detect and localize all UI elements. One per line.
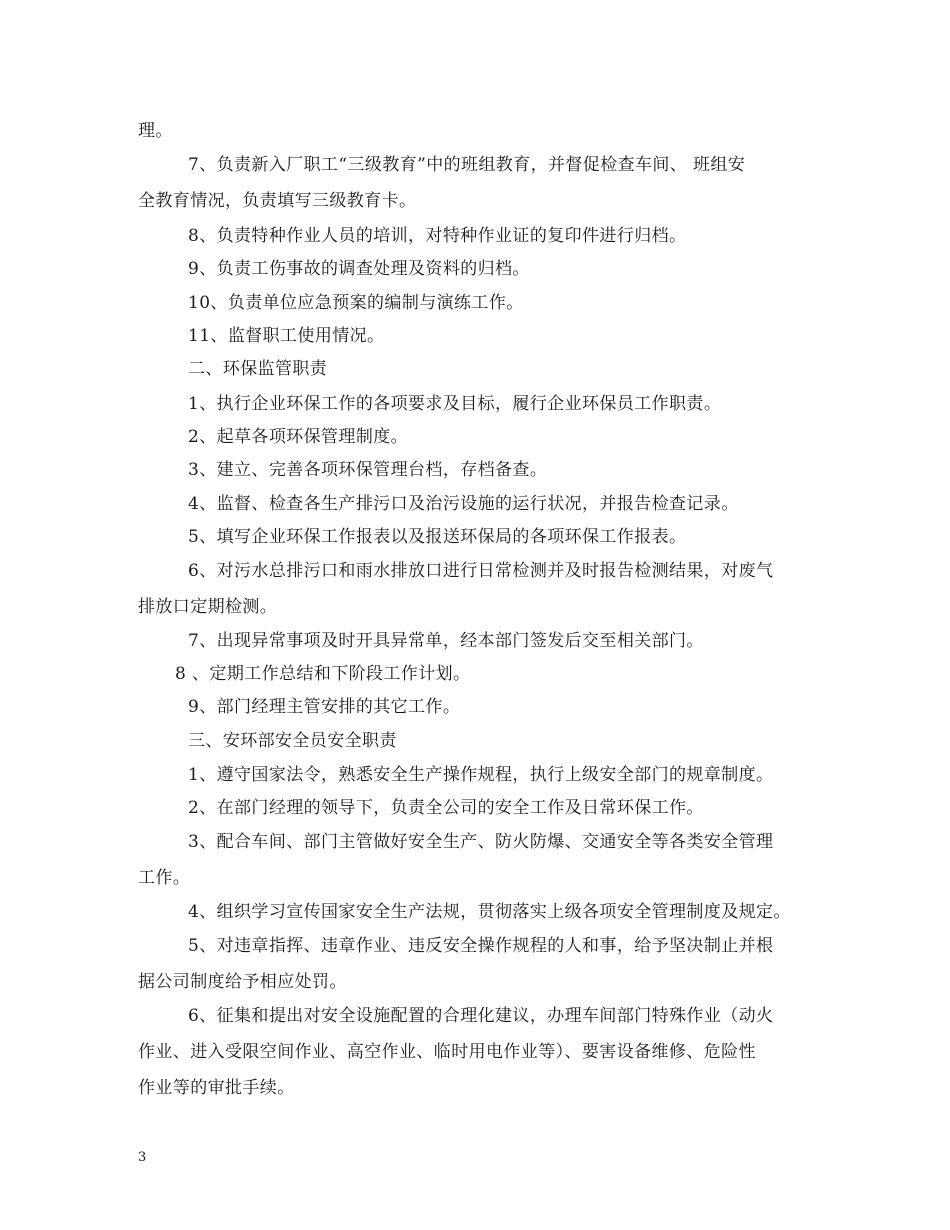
text-line: 排放口定期检测。: [138, 597, 278, 617]
text-line: 9、部门经理主管安排的其它工作。: [188, 697, 461, 717]
text-line: 8、负责特种作业人员的培训，对特种作业证的复印件进行归档。: [188, 226, 687, 246]
text-line: 8 、定期工作总结和下阶段工作计划。: [175, 664, 471, 684]
text-line: 5、填写企业环保工作报表以及报送环保局的各项环保工作报表。: [188, 527, 687, 547]
text-line: 5、对违章指挥、违章作业、违反安全操作规程的人和事，给予坚决制止并根: [188, 936, 774, 956]
text-line: 作业等的审批手续。: [138, 1078, 295, 1098]
text-line: 工作。: [138, 868, 191, 888]
text-line: 4、组织学习宣传国家安全生产法规，贯彻落实上级各项安全管理制度及规定。: [188, 902, 791, 922]
section-heading: 三、安环部安全员安全职责: [188, 731, 397, 751]
text-line: 9、负责工伤事故的调查处理及资料的归档。: [188, 259, 530, 279]
text-line: 作业、进入受限空间作业、高空作业、临时用电作业等）、要害设备维修、危险性: [138, 1042, 756, 1062]
text-line: 2、在部门经理的领导下，负责全公司的安全工作及日常环保工作。: [188, 798, 704, 818]
text-line: 1、遵守国家法令，熟悉安全生产操作规程，执行上级安全部门的规章制度。: [188, 765, 774, 785]
text-line: 3、建立、完善各项环保管理台档，存档备查。: [188, 460, 548, 480]
text-line: 6、征集和提出对安全设施配置的合理化建议，办理车间部门特殊作业（动火: [188, 1006, 774, 1026]
text-line: 理。: [138, 121, 173, 141]
text-line: 3、配合车间、部门主管做好安全生产、防火防爆、交通安全等各类安全管理: [188, 832, 774, 852]
text-line: 11、监督职工使用情况。: [188, 326, 385, 346]
text-line: 7、负责新入厂职工“三级教育”中的班组教育，并督促检查车间、 班组安: [188, 155, 746, 175]
text-line: 全教育情况，负责填写三级教育卡。: [138, 191, 417, 211]
text-line: 据公司制度给予相应处罚。: [138, 972, 347, 992]
text-line: 2、起草各项环保管理制度。: [188, 427, 409, 447]
text-line: 6、对污水总排污口和雨水排放口进行日常检测并及时报告检测结果，对废气: [188, 561, 774, 581]
page-number: 3: [138, 1150, 147, 1165]
text-line: 10、负责单位应急预案的编制与演练工作。: [188, 293, 524, 313]
section-heading: 二、环保监管职责: [188, 359, 328, 379]
text-line: 7、出现异常事项及时开具异常单，经本部门签发后交至相关部门。: [188, 631, 704, 651]
text-line: 1、执行企业环保工作的各项要求及目标，履行企业环保员工作职责。: [188, 394, 722, 414]
text-line: 4、监督、检查各生产排污口及治污设施的运行状况，并报告检查记录。: [188, 494, 739, 514]
